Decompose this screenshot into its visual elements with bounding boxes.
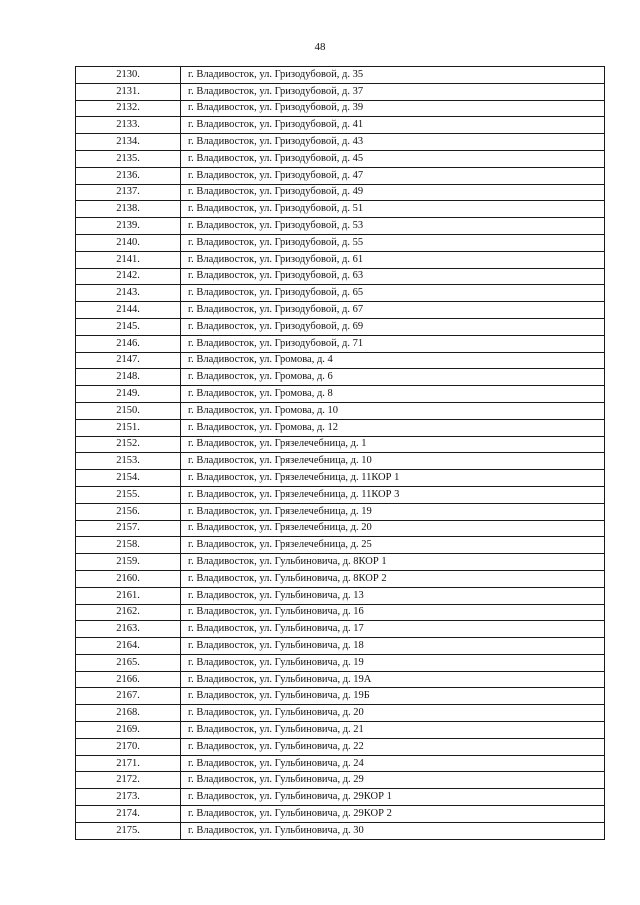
row-number-cell: 2154. (76, 470, 181, 487)
row-number-cell: 2164. (76, 638, 181, 655)
table-row (76, 201, 605, 218)
address-cell: г. Владивосток, ул. Громова, д. 10 (181, 402, 605, 419)
table-row (76, 100, 605, 117)
table-row (76, 285, 605, 302)
row-number-cell: 2171. (76, 755, 181, 772)
address-cell: г. Владивосток, ул. Гризодубовой, д. 47 (181, 167, 605, 184)
address-cell: г. Владивосток, ул. Гульбиновича, д. 22 (181, 738, 605, 755)
address-cell: г. Владивосток, ул. Гризодубовой, д. 39 (181, 100, 605, 117)
address-cell: г. Владивосток, ул. Гульбиновича, д. 30 (181, 822, 605, 839)
row-number-cell: 2145. (76, 318, 181, 335)
row-number-cell: 2135. (76, 150, 181, 167)
row-number-cell: 2147. (76, 352, 181, 369)
table-row (76, 470, 605, 487)
row-number-cell: 2172. (76, 772, 181, 789)
address-cell: г. Владивосток, ул. Грязелечебница, д. 11КОР 3 (181, 486, 605, 503)
table-row (76, 822, 605, 839)
table-row (76, 150, 605, 167)
table-row (76, 234, 605, 251)
table-row (76, 386, 605, 403)
address-cell: г. Владивосток, ул. Гульбиновича, д. 18 (181, 638, 605, 655)
row-number-cell: 2155. (76, 486, 181, 503)
table-row (76, 537, 605, 554)
row-number-cell: 2159. (76, 554, 181, 571)
table-row (76, 302, 605, 319)
row-number-cell: 2167. (76, 688, 181, 705)
address-cell: г. Владивосток, ул. Гульбиновича, д. 8КОР 2 (181, 570, 605, 587)
row-number-cell: 2175. (76, 822, 181, 839)
address-cell: г. Владивосток, ул. Громова, д. 4 (181, 352, 605, 369)
table-row (76, 117, 605, 134)
table-row (76, 789, 605, 806)
table-row (76, 503, 605, 520)
address-cell: г. Владивосток, ул. Гризодубовой, д. 37 (181, 83, 605, 100)
address-cell: г. Владивосток, ул. Гризодубовой, д. 51 (181, 201, 605, 218)
row-number-cell: 2130. (76, 67, 181, 84)
table-row (76, 604, 605, 621)
table-row (76, 134, 605, 151)
table-row (76, 638, 605, 655)
table-row (76, 318, 605, 335)
row-number-cell: 2174. (76, 806, 181, 823)
address-cell: г. Владивосток, ул. Гульбиновича, д. 19А (181, 671, 605, 688)
table-row (76, 218, 605, 235)
table-row (76, 554, 605, 571)
row-number-cell: 2163. (76, 621, 181, 638)
address-cell: г. Владивосток, ул. Гульбиновича, д. 29КОР 1 (181, 789, 605, 806)
table-row (76, 755, 605, 772)
row-number-cell: 2173. (76, 789, 181, 806)
row-number-cell: 2160. (76, 570, 181, 587)
row-number-cell: 2170. (76, 738, 181, 755)
page-number: 48 (314, 41, 326, 53)
table-row (76, 705, 605, 722)
row-number-cell: 2152. (76, 436, 181, 453)
table-row (76, 67, 605, 84)
address-cell: г. Владивосток, ул. Гризодубовой, д. 65 (181, 285, 605, 302)
address-cell: г. Владивосток, ул. Гризодубовой, д. 45 (181, 150, 605, 167)
table-row (76, 688, 605, 705)
address-cell: г. Владивосток, ул. Гризодубовой, д. 55 (181, 234, 605, 251)
row-number-cell: 2131. (76, 83, 181, 100)
address-cell: г. Владивосток, ул. Грязелечебница, д. 1 (181, 436, 605, 453)
address-cell: г. Владивосток, ул. Гризодубовой, д. 43 (181, 134, 605, 151)
address-cell: г. Владивосток, ул. Грязелечебница, д. 25 (181, 537, 605, 554)
address-cell: г. Владивосток, ул. Гризодубовой, д. 71 (181, 335, 605, 352)
table-row (76, 453, 605, 470)
table-row (76, 251, 605, 268)
address-table-body (76, 67, 605, 840)
table-row (76, 520, 605, 537)
address-cell: г. Владивосток, ул. Громова, д. 8 (181, 386, 605, 403)
row-number-cell: 2141. (76, 251, 181, 268)
table-row (76, 587, 605, 604)
address-cell: г. Владивосток, ул. Гризодубовой, д. 63 (181, 268, 605, 285)
table-row (76, 772, 605, 789)
address-cell: г. Владивосток, ул. Грязелечебница, д. 11КОР 1 (181, 470, 605, 487)
address-cell: г. Владивосток, ул. Гульбиновича, д. 20 (181, 705, 605, 722)
address-cell: г. Владивосток, ул. Гризодубовой, д. 69 (181, 318, 605, 335)
table-row (76, 654, 605, 671)
row-number-cell: 2156. (76, 503, 181, 520)
row-number-cell: 2166. (76, 671, 181, 688)
address-cell: г. Владивосток, ул. Гризодубовой, д. 35 (181, 67, 605, 84)
address-cell: г. Владивосток, ул. Грязелечебница, д. 20 (181, 520, 605, 537)
table-row (76, 419, 605, 436)
row-number-cell: 2134. (76, 134, 181, 151)
table-row (76, 184, 605, 201)
address-cell: г. Владивосток, ул. Гульбиновича, д. 29КОР 2 (181, 806, 605, 823)
address-cell: г. Владивосток, ул. Гризодубовой, д. 67 (181, 302, 605, 319)
row-number-cell: 2136. (76, 167, 181, 184)
table-row (76, 402, 605, 419)
row-number-cell: 2153. (76, 453, 181, 470)
table-row (76, 167, 605, 184)
row-number-cell: 2168. (76, 705, 181, 722)
row-number-cell: 2162. (76, 604, 181, 621)
row-number-cell: 2140. (76, 234, 181, 251)
table-row (76, 806, 605, 823)
address-cell: г. Владивосток, ул. Гульбиновича, д. 16 (181, 604, 605, 621)
row-number-cell: 2139. (76, 218, 181, 235)
address-cell: г. Владивосток, ул. Гульбиновича, д. 13 (181, 587, 605, 604)
address-cell: г. Владивосток, ул. Гульбиновича, д. 19 (181, 654, 605, 671)
row-number-cell: 2150. (76, 402, 181, 419)
row-number-cell: 2146. (76, 335, 181, 352)
row-number-cell: 2137. (76, 184, 181, 201)
table-row (76, 268, 605, 285)
row-number-cell: 2142. (76, 268, 181, 285)
table-row (76, 671, 605, 688)
table-row (76, 436, 605, 453)
table-row (76, 486, 605, 503)
row-number-cell: 2133. (76, 117, 181, 134)
address-cell: г. Владивосток, ул. Грязелечебница, д. 19 (181, 503, 605, 520)
address-cell: г. Владивосток, ул. Гризодубовой, д. 53 (181, 218, 605, 235)
table-row (76, 722, 605, 739)
address-cell: г. Владивосток, ул. Гризодубовой, д. 61 (181, 251, 605, 268)
address-cell: г. Владивосток, ул. Громова, д. 12 (181, 419, 605, 436)
table-row (76, 738, 605, 755)
row-number-cell: 2157. (76, 520, 181, 537)
address-cell: г. Владивосток, ул. Гризодубовой, д. 49 (181, 184, 605, 201)
table-row (76, 369, 605, 386)
row-number-cell: 2161. (76, 587, 181, 604)
address-table (75, 66, 605, 840)
table-row (76, 83, 605, 100)
row-number-cell: 2148. (76, 369, 181, 386)
address-cell: г. Владивосток, ул. Гульбиновича, д. 29 (181, 772, 605, 789)
row-number-cell: 2169. (76, 722, 181, 739)
address-cell: г. Владивосток, ул. Гризодубовой, д. 41 (181, 117, 605, 134)
address-cell: г. Владивосток, ул. Громова, д. 6 (181, 369, 605, 386)
table-row (76, 335, 605, 352)
address-cell: г. Владивосток, ул. Грязелечебница, д. 10 (181, 453, 605, 470)
row-number-cell: 2165. (76, 654, 181, 671)
row-number-cell: 2143. (76, 285, 181, 302)
row-number-cell: 2138. (76, 201, 181, 218)
row-number-cell: 2151. (76, 419, 181, 436)
address-cell: г. Владивосток, ул. Гульбиновича, д. 19Б (181, 688, 605, 705)
table-row (76, 621, 605, 638)
address-cell: г. Владивосток, ул. Гульбиновича, д. 21 (181, 722, 605, 739)
row-number-cell: 2149. (76, 386, 181, 403)
row-number-cell: 2158. (76, 537, 181, 554)
address-cell: г. Владивосток, ул. Гульбиновича, д. 17 (181, 621, 605, 638)
address-cell: г. Владивосток, ул. Гульбиновича, д. 24 (181, 755, 605, 772)
address-cell: г. Владивосток, ул. Гульбиновича, д. 8КОР 1 (181, 554, 605, 571)
row-number-cell: 2132. (76, 100, 181, 117)
table-row (76, 352, 605, 369)
table-row (76, 570, 605, 587)
row-number-cell: 2144. (76, 302, 181, 319)
